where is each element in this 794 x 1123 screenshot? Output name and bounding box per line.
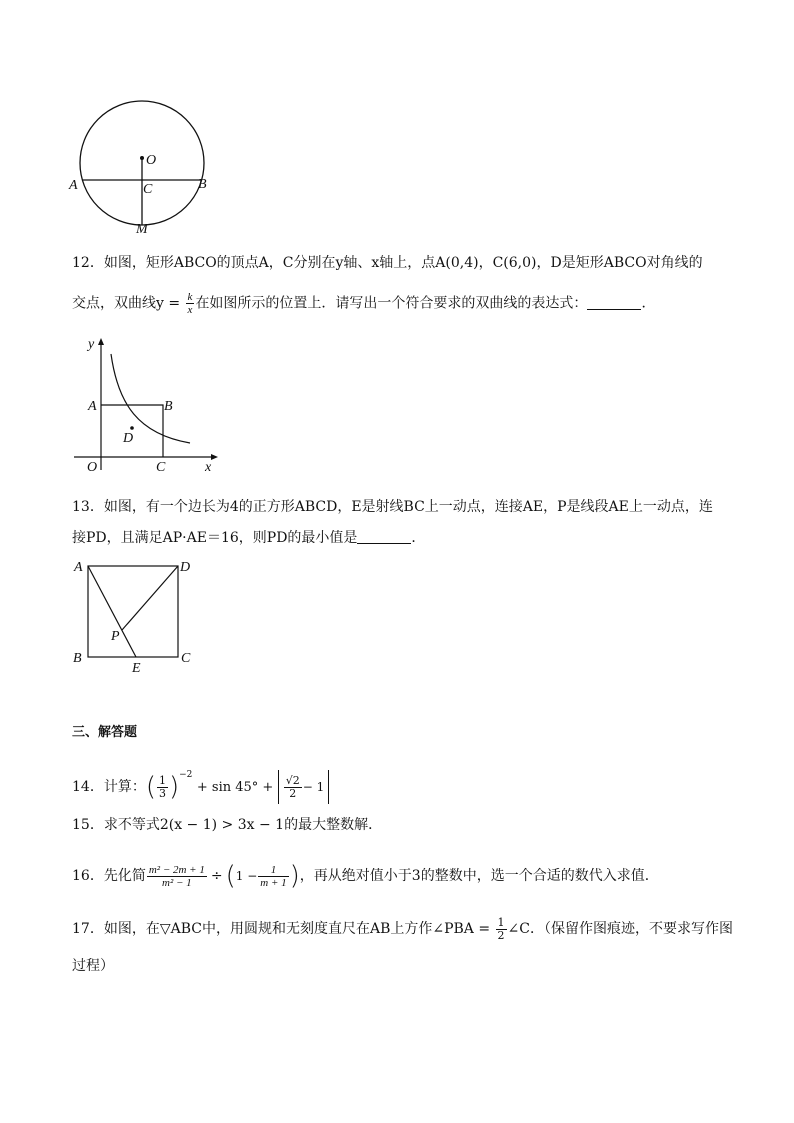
- label-m: M: [136, 222, 148, 237]
- q13-number: 13．: [72, 499, 104, 515]
- hyperbola-curve: [111, 354, 190, 443]
- label-b: B: [164, 399, 173, 414]
- q16-f2-num: 1: [258, 864, 288, 877]
- label-o: O: [87, 460, 98, 474]
- q13-text-pre: 接PD，且满足AP·AE＝16，则PD的最小值是: [72, 530, 358, 546]
- q14-prefix: 计算：: [103, 779, 146, 795]
- q15-line: [72, 815, 382, 835]
- label-c: C: [156, 460, 166, 474]
- q17-half-fraction: [496, 917, 507, 942]
- square-abcd: [88, 566, 178, 657]
- segment-pd: [122, 566, 178, 630]
- label-a: A: [88, 399, 97, 414]
- square-figure: [70, 556, 200, 676]
- q12-number: 12．: [72, 255, 104, 271]
- q15-text: 求不等式2(x − 1) > 3x − 1的最大整数解．: [103, 817, 383, 833]
- q14-base-fraction: [157, 775, 168, 800]
- q12-text-post: 在如图所示的位置上．请写出一个符合要求的双曲线的表达式：: [195, 295, 588, 312]
- q12-frac-num: k: [187, 291, 193, 303]
- q17-line2: [72, 956, 114, 976]
- q12-answer-blank[interactable]: [587, 295, 641, 310]
- q12-line1: [72, 253, 703, 273]
- label-p: P: [111, 629, 120, 644]
- q16-line: [72, 856, 659, 896]
- q12-text-pre: 交点，双曲线y =: [72, 295, 185, 312]
- q14-abs-num: √2: [285, 773, 300, 787]
- q17-half-den: 2: [497, 928, 505, 942]
- q14-line: [72, 755, 329, 802]
- q12-text-end: ．: [641, 295, 656, 312]
- q17-number: 17．: [72, 921, 104, 937]
- q14-number: 14．: [72, 779, 104, 795]
- q14-base-num: 1: [158, 773, 166, 787]
- q12-fraction: [186, 291, 195, 316]
- q12-frac-den: x: [187, 304, 193, 316]
- q13-line2: [72, 528, 425, 548]
- label-c: C: [143, 182, 153, 197]
- label-a: A: [69, 178, 78, 193]
- q16-f1-num: m² − 2m + 1: [148, 863, 205, 876]
- q14-middle: + sin 45° +: [196, 780, 274, 795]
- label-o: O: [146, 153, 157, 168]
- q16-divide: ÷: [210, 868, 223, 884]
- q14-open-paren: (: [145, 772, 156, 802]
- q17-half-num: 1: [497, 915, 505, 929]
- q16-open-paren: (: [225, 861, 236, 891]
- label-b: B: [198, 177, 207, 192]
- q16-close-paren: ): [289, 861, 300, 891]
- q14-close-paren: ): [168, 772, 180, 802]
- q14-abs-fraction: [284, 775, 302, 800]
- q13-line1: [72, 497, 713, 517]
- q14-exponent: −2: [179, 770, 193, 780]
- circle-figure: [62, 100, 222, 240]
- q13-answer-blank[interactable]: [357, 529, 411, 544]
- q16-fraction-1: [147, 864, 207, 889]
- x-axis-arrow: [211, 454, 218, 460]
- q13-text-line1: 如图，有一个边长为4的正方形ABCD，E是射线BC上一动点，连接AE，P是线段AE上一动点，连: [103, 499, 713, 515]
- point-d: [130, 426, 134, 430]
- label-x: x: [205, 460, 212, 474]
- label-c: C: [181, 651, 191, 666]
- q14-base-den: 3: [158, 786, 166, 800]
- q17-text-line2: 过程）: [72, 958, 114, 974]
- label-b: B: [73, 651, 82, 666]
- q16-prefix: 先化简: [103, 868, 146, 884]
- q12-line2: [72, 291, 655, 316]
- label-e: E: [132, 661, 141, 676]
- q16-f1-den: m² − 1: [162, 876, 192, 889]
- label-y: y: [88, 337, 95, 352]
- center-point: [140, 156, 144, 160]
- q16-fraction-2: [258, 864, 288, 889]
- q16-paren-pre: 1 −: [235, 869, 258, 883]
- label-a: A: [74, 560, 83, 575]
- q14-abs-tail: − 1: [302, 780, 325, 794]
- q14-abs-den: 2: [289, 786, 297, 800]
- q15-number: 15．: [72, 817, 104, 833]
- label-d: D: [180, 560, 191, 575]
- q17-line1: [72, 914, 733, 944]
- q17-text-pre: 如图，在▽ABC中，用圆规和无刻度直尺在AB上方作∠PBA =: [103, 921, 495, 937]
- q16-number: 16．: [72, 868, 104, 884]
- q13-text-end: ．: [411, 530, 426, 546]
- section-heading: 三、解答题: [72, 725, 138, 740]
- y-axis-arrow: [98, 338, 104, 345]
- q12-text-line1: 如图，矩形ABCO的顶点A，C分别在y轴、x轴上，点A(0,4)，C(6,0)，D是矩形ABCO对角线的: [103, 255, 703, 271]
- q14-absolute-value: [278, 770, 330, 804]
- q16-f2-den: m + 1: [260, 876, 287, 889]
- q17-text-post: ∠C．（保留作图痕迹，不要求写作图: [507, 921, 733, 937]
- hyperbola-figure: [68, 334, 228, 474]
- q16-suffix: ，再从绝对值小于3的整数中，选一个合适的数代入求值．: [299, 868, 659, 884]
- label-d: D: [123, 431, 134, 446]
